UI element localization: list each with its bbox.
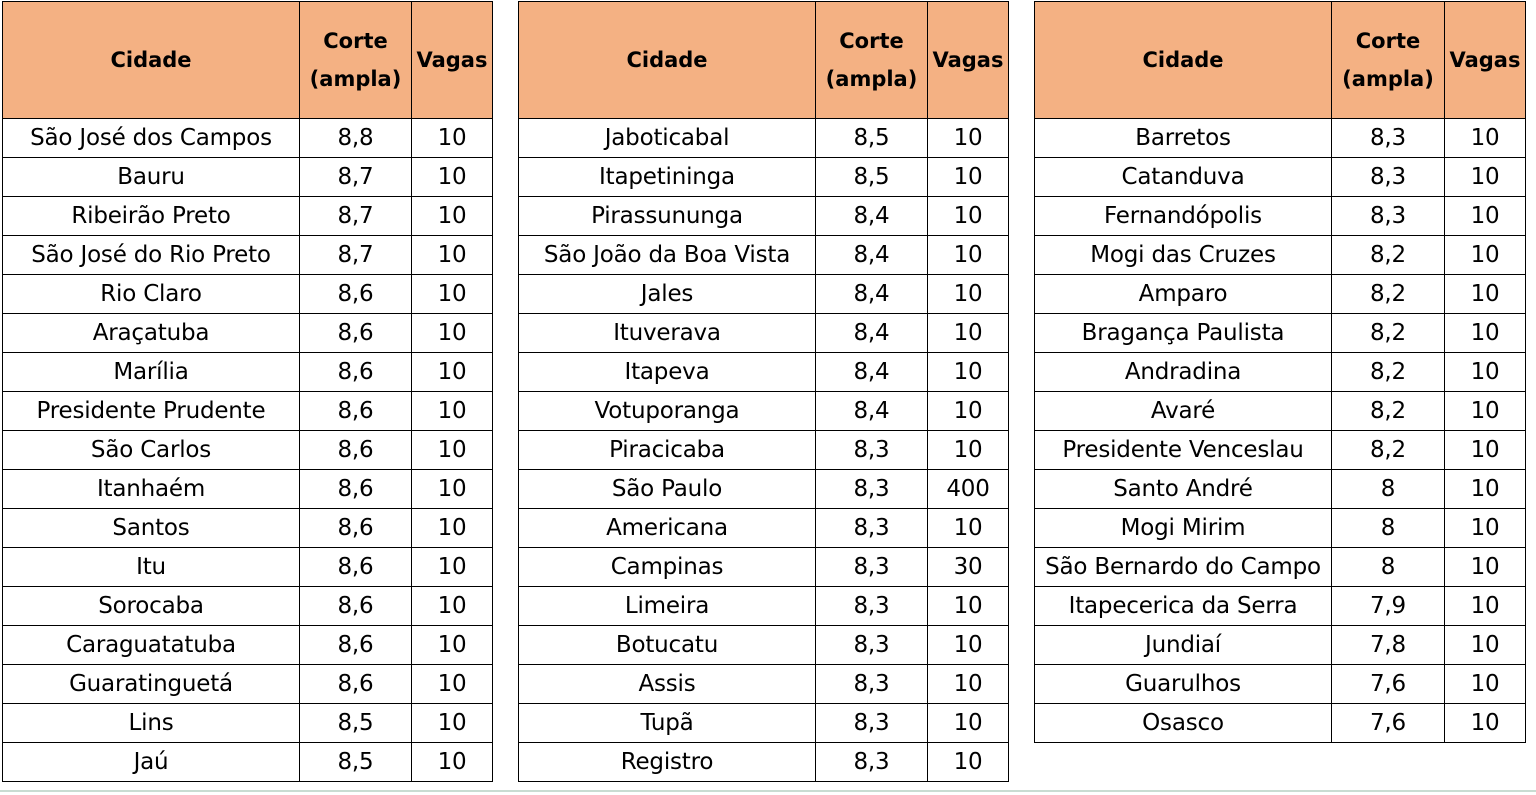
- header-vagas: Vagas: [1445, 2, 1526, 119]
- cell-cidade: Jaú: [3, 743, 300, 782]
- cell-vagas: 10: [1445, 587, 1526, 626]
- cell-cidade: São Paulo: [519, 470, 816, 509]
- table-row: [3, 236, 493, 275]
- table-body: [519, 119, 1009, 782]
- table-row: [3, 704, 493, 743]
- cell-corte: 8,6: [300, 275, 412, 314]
- cell-vagas: 10: [1445, 431, 1526, 470]
- cell-vagas: 10: [412, 665, 493, 704]
- cell-vagas: 10: [412, 743, 493, 782]
- cell-vagas: 10: [412, 353, 493, 392]
- header-corte: [1332, 2, 1445, 119]
- cell-cidade: Araçatuba: [3, 314, 300, 353]
- cell-corte: 8,3: [816, 587, 928, 626]
- table-row: [519, 314, 1009, 353]
- cell-corte: 8,4: [816, 197, 928, 236]
- cell-cidade: Rio Claro: [3, 275, 300, 314]
- cell-corte: 8,4: [816, 392, 928, 431]
- cell-corte: 8,7: [300, 197, 412, 236]
- cell-corte: 8,6: [300, 626, 412, 665]
- cell-vagas: 10: [1445, 626, 1526, 665]
- cell-cidade: Jales: [519, 275, 816, 314]
- cell-corte: 8,3: [1332, 119, 1445, 158]
- table-row: [1035, 431, 1526, 470]
- cell-vagas: 10: [412, 509, 493, 548]
- table-row: [1035, 158, 1526, 197]
- header-cidade: Cidade: [519, 2, 816, 119]
- cell-vagas: 10: [412, 275, 493, 314]
- cell-corte: 8,6: [300, 353, 412, 392]
- table-row: [3, 275, 493, 314]
- cell-vagas: 10: [1445, 236, 1526, 275]
- cell-cidade: Andradina: [1035, 353, 1332, 392]
- table-row: [1035, 353, 1526, 392]
- table-row: [3, 626, 493, 665]
- cell-corte: 8,6: [300, 548, 412, 587]
- cell-vagas: 10: [412, 548, 493, 587]
- cell-corte: 8,2: [1332, 431, 1445, 470]
- cell-vagas: 10: [928, 314, 1009, 353]
- cell-cidade: Itapetininga: [519, 158, 816, 197]
- header-corte-line2: (ampla): [1342, 67, 1434, 91]
- table-row: [1035, 704, 1526, 743]
- cell-vagas: 10: [928, 236, 1009, 275]
- table-row: [1035, 470, 1526, 509]
- cell-corte: 8,2: [1332, 314, 1445, 353]
- table-row: [3, 665, 493, 704]
- header-corte: [816, 2, 928, 119]
- cell-vagas: 10: [928, 509, 1009, 548]
- table-body: [1035, 119, 1526, 743]
- cell-corte: 8,6: [300, 431, 412, 470]
- cell-corte: 8,5: [816, 158, 928, 197]
- cell-corte: 8,6: [300, 587, 412, 626]
- cell-vagas: 10: [928, 119, 1009, 158]
- cell-corte: 8,4: [816, 275, 928, 314]
- cell-vagas: 10: [928, 197, 1009, 236]
- header-corte-line1: Corte: [839, 29, 904, 53]
- cell-cidade: Itu: [3, 548, 300, 587]
- cell-vagas: 10: [412, 158, 493, 197]
- header-vagas: Vagas: [412, 2, 493, 119]
- cell-corte: 8,4: [816, 314, 928, 353]
- table-row: [519, 665, 1009, 704]
- cell-cidade: Bragança Paulista: [1035, 314, 1332, 353]
- cell-cidade: Sorocaba: [3, 587, 300, 626]
- cell-vagas: 10: [928, 431, 1009, 470]
- cell-vagas: 10: [1445, 392, 1526, 431]
- cell-cidade: Votuporanga: [519, 392, 816, 431]
- cell-vagas: 10: [1445, 548, 1526, 587]
- cell-vagas: 10: [1445, 509, 1526, 548]
- table-row: [3, 431, 493, 470]
- cell-cidade: Bauru: [3, 158, 300, 197]
- cell-corte: 8,6: [300, 392, 412, 431]
- cell-vagas: 10: [412, 119, 493, 158]
- cell-cidade: Guarulhos: [1035, 665, 1332, 704]
- header-vagas: Vagas: [928, 2, 1009, 119]
- cell-cidade: Avaré: [1035, 392, 1332, 431]
- table-row: [519, 743, 1009, 782]
- cell-cidade: Pirassununga: [519, 197, 816, 236]
- cell-cidade: Botucatu: [519, 626, 816, 665]
- cell-corte: 8,3: [816, 509, 928, 548]
- cell-corte: 8,6: [300, 470, 412, 509]
- table-row: [3, 509, 493, 548]
- cell-vagas: 10: [412, 704, 493, 743]
- table-row: [519, 236, 1009, 275]
- cell-cidade: Jaboticabal: [519, 119, 816, 158]
- cell-cidade: Assis: [519, 665, 816, 704]
- cell-cidade: Ribeirão Preto: [3, 197, 300, 236]
- cell-cidade: Santo André: [1035, 470, 1332, 509]
- cell-vagas: 10: [928, 626, 1009, 665]
- header-row: [3, 2, 493, 119]
- cell-corte: 8,2: [1332, 353, 1445, 392]
- cell-cidade: Americana: [519, 509, 816, 548]
- table-row: [3, 158, 493, 197]
- table-row: [519, 353, 1009, 392]
- table-row: [519, 119, 1009, 158]
- cell-vagas: 10: [928, 704, 1009, 743]
- cell-vagas: 10: [1445, 704, 1526, 743]
- table-body: [3, 119, 493, 782]
- cell-vagas: 10: [928, 587, 1009, 626]
- table-row: [519, 548, 1009, 587]
- cell-corte: 8: [1332, 509, 1445, 548]
- cell-cidade: Barretos: [1035, 119, 1332, 158]
- table-row: [1035, 197, 1526, 236]
- cell-cidade: Santos: [3, 509, 300, 548]
- cell-corte: 8,2: [1332, 392, 1445, 431]
- cell-vagas: 10: [412, 470, 493, 509]
- table-row: [519, 509, 1009, 548]
- cell-cidade: Itanhaém: [3, 470, 300, 509]
- cell-corte: 8,3: [1332, 158, 1445, 197]
- cell-vagas: 10: [412, 431, 493, 470]
- table-row: [519, 587, 1009, 626]
- cell-vagas: 10: [928, 665, 1009, 704]
- cell-cidade: São José dos Campos: [3, 119, 300, 158]
- cell-cidade: Presidente Venceslau: [1035, 431, 1332, 470]
- cell-vagas: 10: [928, 158, 1009, 197]
- cell-vagas: 10: [412, 236, 493, 275]
- cell-corte: 8,5: [300, 743, 412, 782]
- cell-cidade: Marília: [3, 353, 300, 392]
- table-row: [1035, 548, 1526, 587]
- cell-vagas: 10: [1445, 158, 1526, 197]
- city-table-2: [518, 1, 1009, 782]
- header-corte-line1: Corte: [1355, 29, 1421, 53]
- cell-cidade: Mogi Mirim: [1035, 509, 1332, 548]
- table-row: [3, 743, 493, 782]
- cell-vagas: 10: [412, 587, 493, 626]
- cell-vagas: 10: [1445, 197, 1526, 236]
- cell-vagas: 10: [928, 353, 1009, 392]
- cell-corte: 8,5: [816, 119, 928, 158]
- cell-vagas: 400: [928, 470, 1009, 509]
- cell-vagas: 10: [1445, 314, 1526, 353]
- table-row: [3, 587, 493, 626]
- cell-vagas: 10: [412, 197, 493, 236]
- cell-vagas: 10: [1445, 275, 1526, 314]
- table-row: [3, 353, 493, 392]
- table-row: [1035, 236, 1526, 275]
- table-row: [1035, 392, 1526, 431]
- cell-corte: 8,7: [300, 158, 412, 197]
- cell-corte: 8,5: [300, 704, 412, 743]
- cell-cidade: Guaratinguetá: [3, 665, 300, 704]
- cell-corte: 8,3: [816, 743, 928, 782]
- table-row: [1035, 314, 1526, 353]
- cell-corte: 8,3: [816, 431, 928, 470]
- table-row: [3, 197, 493, 236]
- table-row: [519, 470, 1009, 509]
- header-corte-line2: (ampla): [309, 67, 402, 91]
- table-row: [1035, 665, 1526, 704]
- cell-corte: 8,4: [816, 353, 928, 392]
- cell-cidade: Presidente Prudente: [3, 392, 300, 431]
- cell-cidade: Lins: [3, 704, 300, 743]
- cell-corte: 7,6: [1332, 665, 1445, 704]
- city-table-3: [1034, 1, 1526, 743]
- cell-corte: 8,3: [816, 548, 928, 587]
- cell-corte: 7,8: [1332, 626, 1445, 665]
- cell-corte: 8: [1332, 470, 1445, 509]
- cell-vagas: 10: [412, 314, 493, 353]
- table-row: [519, 275, 1009, 314]
- cell-cidade: Mogi das Cruzes: [1035, 236, 1332, 275]
- cell-cidade: Registro: [519, 743, 816, 782]
- cell-cidade: Tupã: [519, 704, 816, 743]
- cell-vagas: 10: [1445, 119, 1526, 158]
- cell-cidade: Itapeva: [519, 353, 816, 392]
- cell-cidade: Amparo: [1035, 275, 1332, 314]
- header-cidade: Cidade: [1035, 2, 1332, 119]
- table-row: [1035, 119, 1526, 158]
- cell-corte: 8,2: [1332, 275, 1445, 314]
- header-row: [519, 2, 1009, 119]
- city-table-1: [2, 1, 493, 782]
- cell-corte: 8,4: [816, 236, 928, 275]
- table-row: [1035, 587, 1526, 626]
- table-row: [1035, 509, 1526, 548]
- cell-cidade: Limeira: [519, 587, 816, 626]
- cell-corte: 8,6: [300, 314, 412, 353]
- cell-cidade: Piracicaba: [519, 431, 816, 470]
- cell-vagas: 10: [1445, 353, 1526, 392]
- cell-corte: 8: [1332, 548, 1445, 587]
- cell-vagas: 10: [1445, 470, 1526, 509]
- table-row: [519, 431, 1009, 470]
- table-row: [519, 197, 1009, 236]
- cell-cidade: Ituverava: [519, 314, 816, 353]
- table-row: [3, 470, 493, 509]
- cell-cidade: Osasco: [1035, 704, 1332, 743]
- cell-vagas: 10: [928, 743, 1009, 782]
- cell-vagas: 10: [412, 392, 493, 431]
- cell-corte: 7,6: [1332, 704, 1445, 743]
- header-corte-line2: (ampla): [825, 67, 918, 91]
- cell-corte: 8,3: [816, 665, 928, 704]
- header-row: [1035, 2, 1526, 119]
- table-row: [3, 314, 493, 353]
- cell-vagas: 10: [928, 275, 1009, 314]
- cell-corte: 8,3: [816, 470, 928, 509]
- cell-vagas: 10: [1445, 665, 1526, 704]
- header-cidade: Cidade: [3, 2, 300, 119]
- cell-cidade: São Carlos: [3, 431, 300, 470]
- table-row: [3, 119, 493, 158]
- table-row: [1035, 275, 1526, 314]
- cell-cidade: Campinas: [519, 548, 816, 587]
- table-row: [519, 626, 1009, 665]
- header-corte-line1: Corte: [323, 29, 388, 53]
- cell-corte: 8,7: [300, 236, 412, 275]
- cell-vagas: 30: [928, 548, 1009, 587]
- cell-cidade: São Bernardo do Campo: [1035, 548, 1332, 587]
- cell-corte: 8,3: [816, 626, 928, 665]
- cell-corte: 8,6: [300, 665, 412, 704]
- cell-vagas: 10: [412, 626, 493, 665]
- table-row: [519, 392, 1009, 431]
- table-row: [3, 392, 493, 431]
- cell-vagas: 10: [928, 392, 1009, 431]
- cell-corte: 8,3: [1332, 197, 1445, 236]
- table-row: [519, 704, 1009, 743]
- table-row: [519, 158, 1009, 197]
- cell-cidade: Catanduva: [1035, 158, 1332, 197]
- cell-cidade: Fernandópolis: [1035, 197, 1332, 236]
- cell-cidade: Jundiaí: [1035, 626, 1332, 665]
- cell-cidade: São João da Boa Vista: [519, 236, 816, 275]
- table-row: [3, 548, 493, 587]
- cell-cidade: Itapecerica da Serra: [1035, 587, 1332, 626]
- cell-corte: 8,8: [300, 119, 412, 158]
- bottom-divider: [0, 790, 1536, 792]
- header-corte: [300, 2, 412, 119]
- cell-corte: 8,2: [1332, 236, 1445, 275]
- cell-corte: 7,9: [1332, 587, 1445, 626]
- table-row: [1035, 626, 1526, 665]
- cell-corte: 8,3: [816, 704, 928, 743]
- cell-corte: 8,6: [300, 509, 412, 548]
- cell-cidade: Caraguatatuba: [3, 626, 300, 665]
- cell-cidade: São José do Rio Preto: [3, 236, 300, 275]
